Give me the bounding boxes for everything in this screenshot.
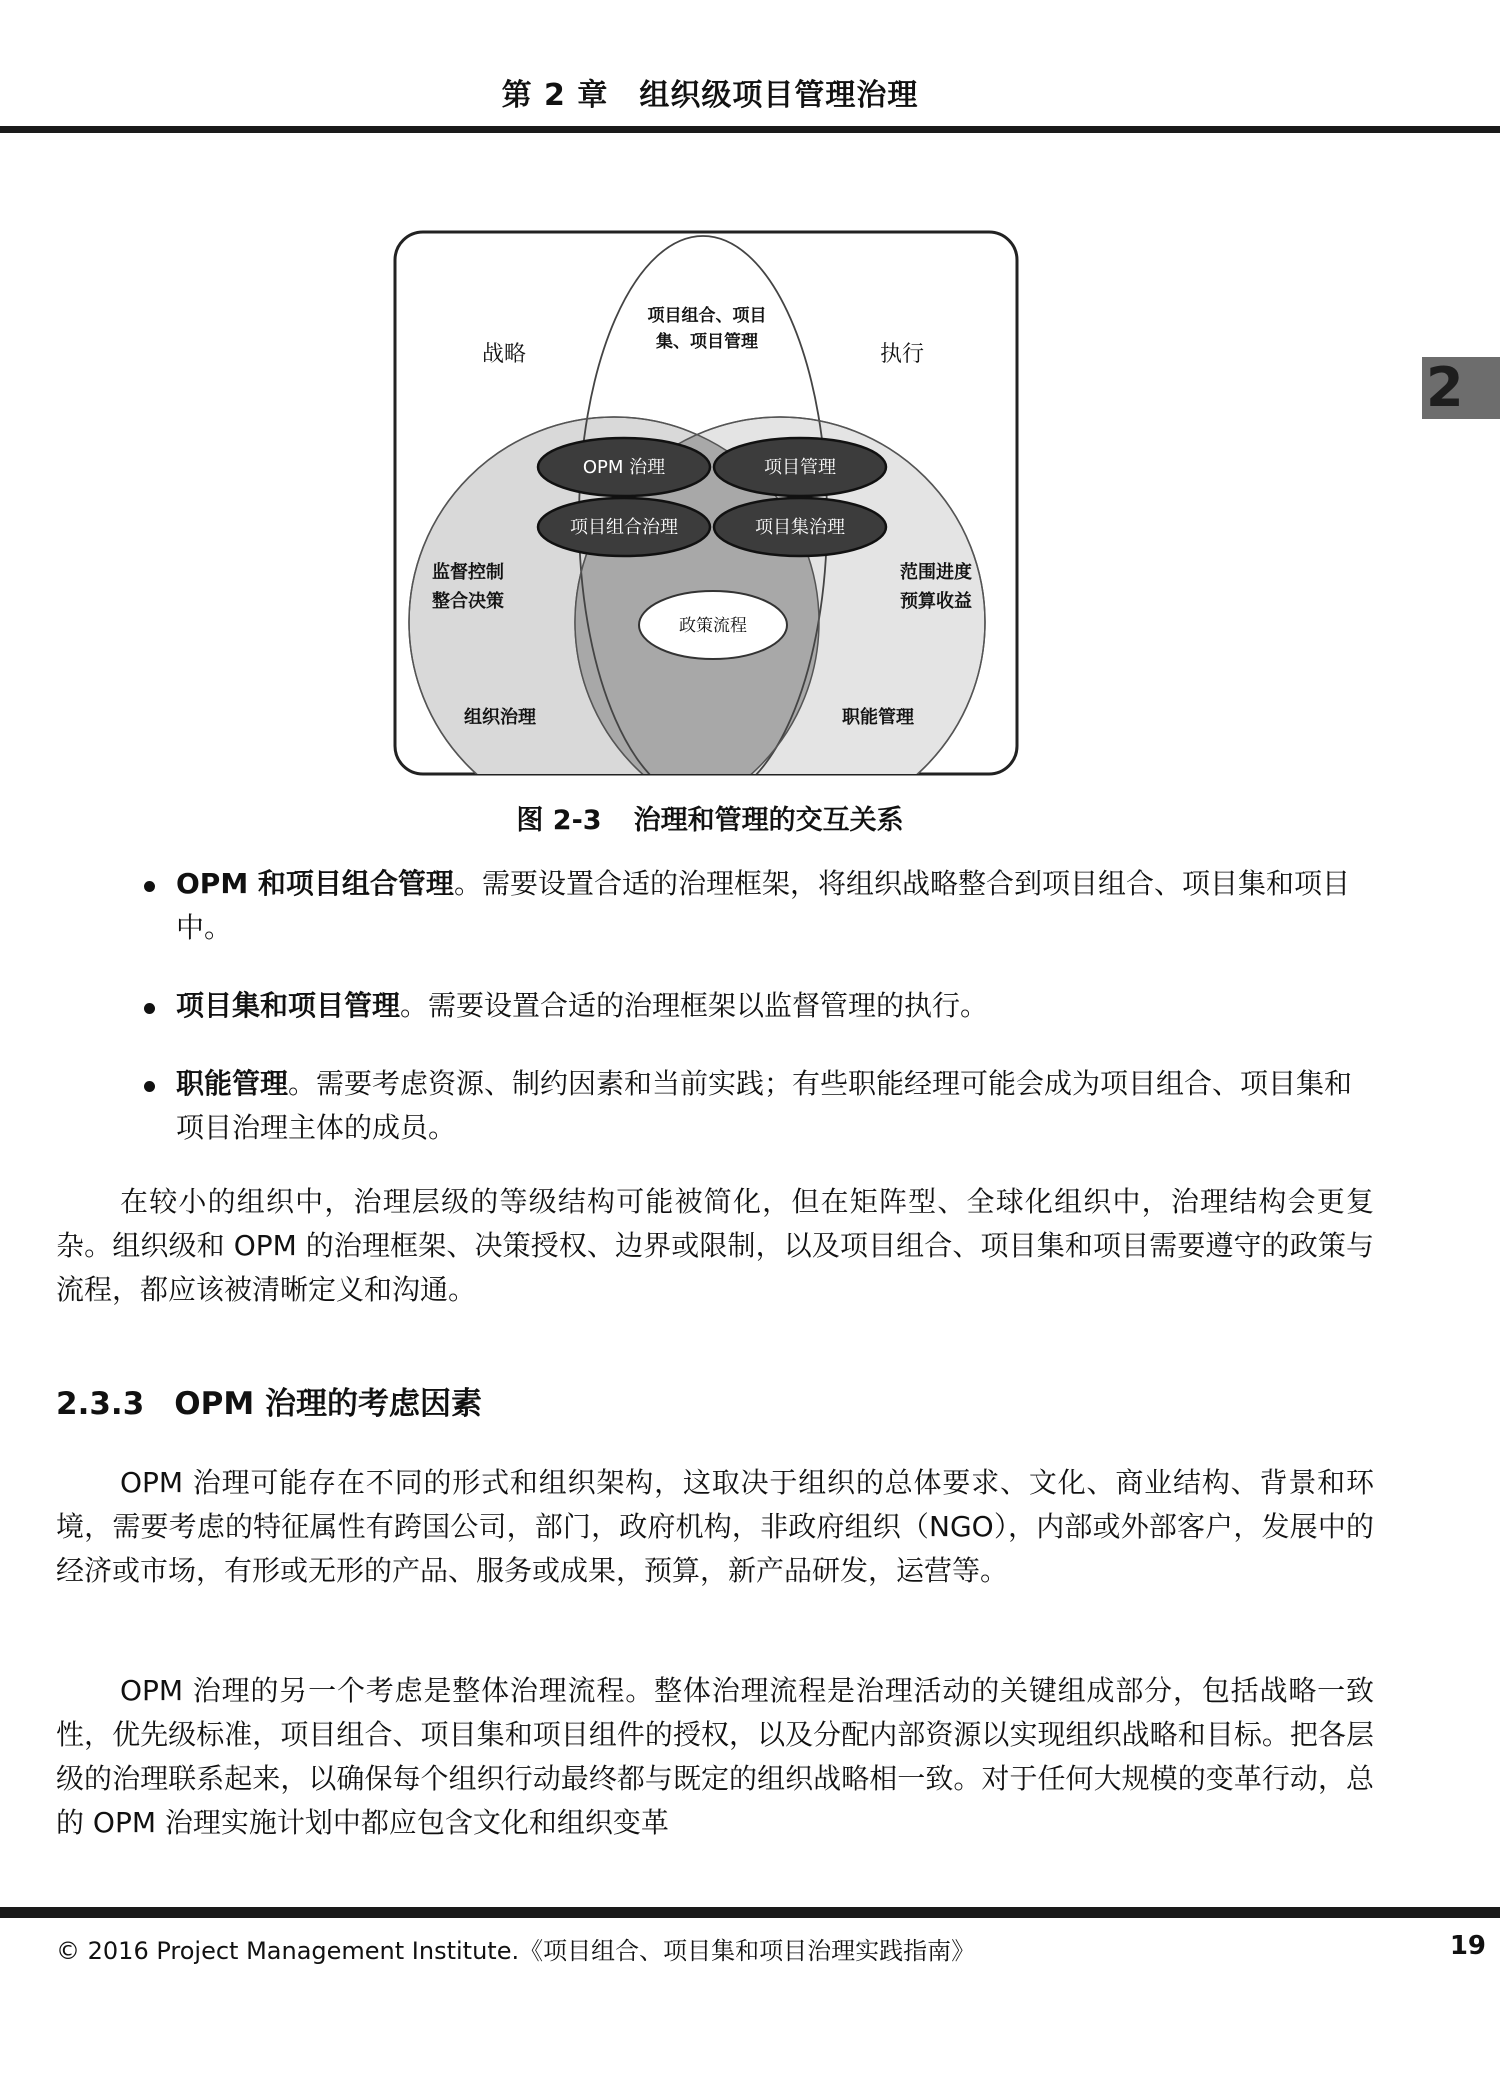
bullet-item [140,984,1370,1028]
footer-copyright: © 2016 Project Management Institute.《项目组合、项目集和项目治理实践指南》 [56,1937,976,1965]
label-left-line2: 整合决策 [432,591,504,612]
bullet-text: 。需要设置合适的治理框架以监督管理的执行。 [400,989,989,1022]
paragraph-governance-structure: 在较小的组织中，治理层级的等级结构可能被简化，但在矩阵型、全球化组织中，治理结构会更复杂。组织级和 OPM 的治理框架、决策授权、边界或限制，以及项目组合、项目集和项目需要遵守的政策与流程，都应该被清晰定义和沟通。 [56,1185,1374,1306]
bullet-term: 项目集和项目管理 [176,989,401,1022]
bullet-item [140,1062,1370,1150]
label-project-management: 项目管理 [764,457,836,478]
section-number: 2.3.3 [56,1386,145,1422]
venn-diagram [392,229,1020,777]
chapter-tab: 2 [1422,357,1500,419]
figure-caption [0,798,1420,837]
bullet-dot-icon [144,881,155,892]
bullet-dot-icon [144,1003,155,1014]
label-execution: 执行 [879,342,925,367]
section-heading [56,1378,482,1423]
bullet-term: 职能管理 [176,1067,289,1100]
label-left-line1: 监督控制 [432,562,504,583]
label-portfolio-governance: 项目组合治理 [570,517,678,538]
bullet-term: OPM 和项目组合管理 [176,867,454,900]
bullet-dot-icon [144,1081,155,1092]
label-strategy: 战略 [481,342,527,367]
label-org-governance: 组织治理 [464,707,536,728]
bullet-list [140,862,1370,1184]
bullet-text: 。需要设置合适的治理框架，将组织战略整合到项目组合、项目集和项目中。 [176,867,1350,944]
bullet-item [140,862,1370,950]
label-right-line2: 预算收益 [900,591,972,612]
label-top-line1: 项目组合、项目 [647,306,767,326]
label-top-line2: 集、项目管理 [656,332,758,352]
paragraph-opm-forms: OPM 治理可能存在不同的形式和组织架构，这取决于组织的总体要求、文化、商业结构、背景和环境，需要考虑的特征属性有跨国公司，部门，政府机构，非政府组织（NGO），内部或外部客户，发展中的经济或市场，有形或无形的产品、服务或成果，预算，新产品研发，运营等。 [56,1466,1374,1587]
label-policy-process: 政策流程 [679,616,747,636]
running-header-title: 第 2 章 组织级项目管理治理 [501,78,919,113]
section-title: OPM 治理的考虑因素 [174,1386,482,1422]
figure-caption-number: 图 2-3 [516,805,602,836]
label-right-line1: 范围进度 [900,562,972,583]
page-number: 19 [1449,1931,1486,1961]
label-functional-management: 职能管理 [842,707,914,728]
figure-2-3 [392,229,1020,777]
figure-caption-text: 治理和管理的交互关系 [633,805,904,836]
label-program-governance: 项目集治理 [755,517,845,538]
running-header [0,0,1500,130]
header-rule [0,126,1500,133]
bullet-text: 。需要考虑资源、制约因素和当前实践；有些职能经理可能会成为项目组合、项目集和项目治理主体的成员。 [176,1067,1353,1144]
label-opm-governance: OPM 治理 [582,457,666,478]
footer-rule [0,1907,1500,1918]
paragraph-overall-process: OPM 治理的另一个考虑是整体治理流程。整体治理流程是治理活动的关键组成部分，包括战略一致性，优先级标准，项目组合、项目集和项目组件的授权，以及分配内部资源以实现组织战略和目标。把各层级的治理联系起来，以确保每个组织行动最终都与既定的组织战略相一致。对于任何大规模的变革行动，总的 OPM 治理实施计划中都应包含文化和组织变革 [56,1674,1374,1839]
